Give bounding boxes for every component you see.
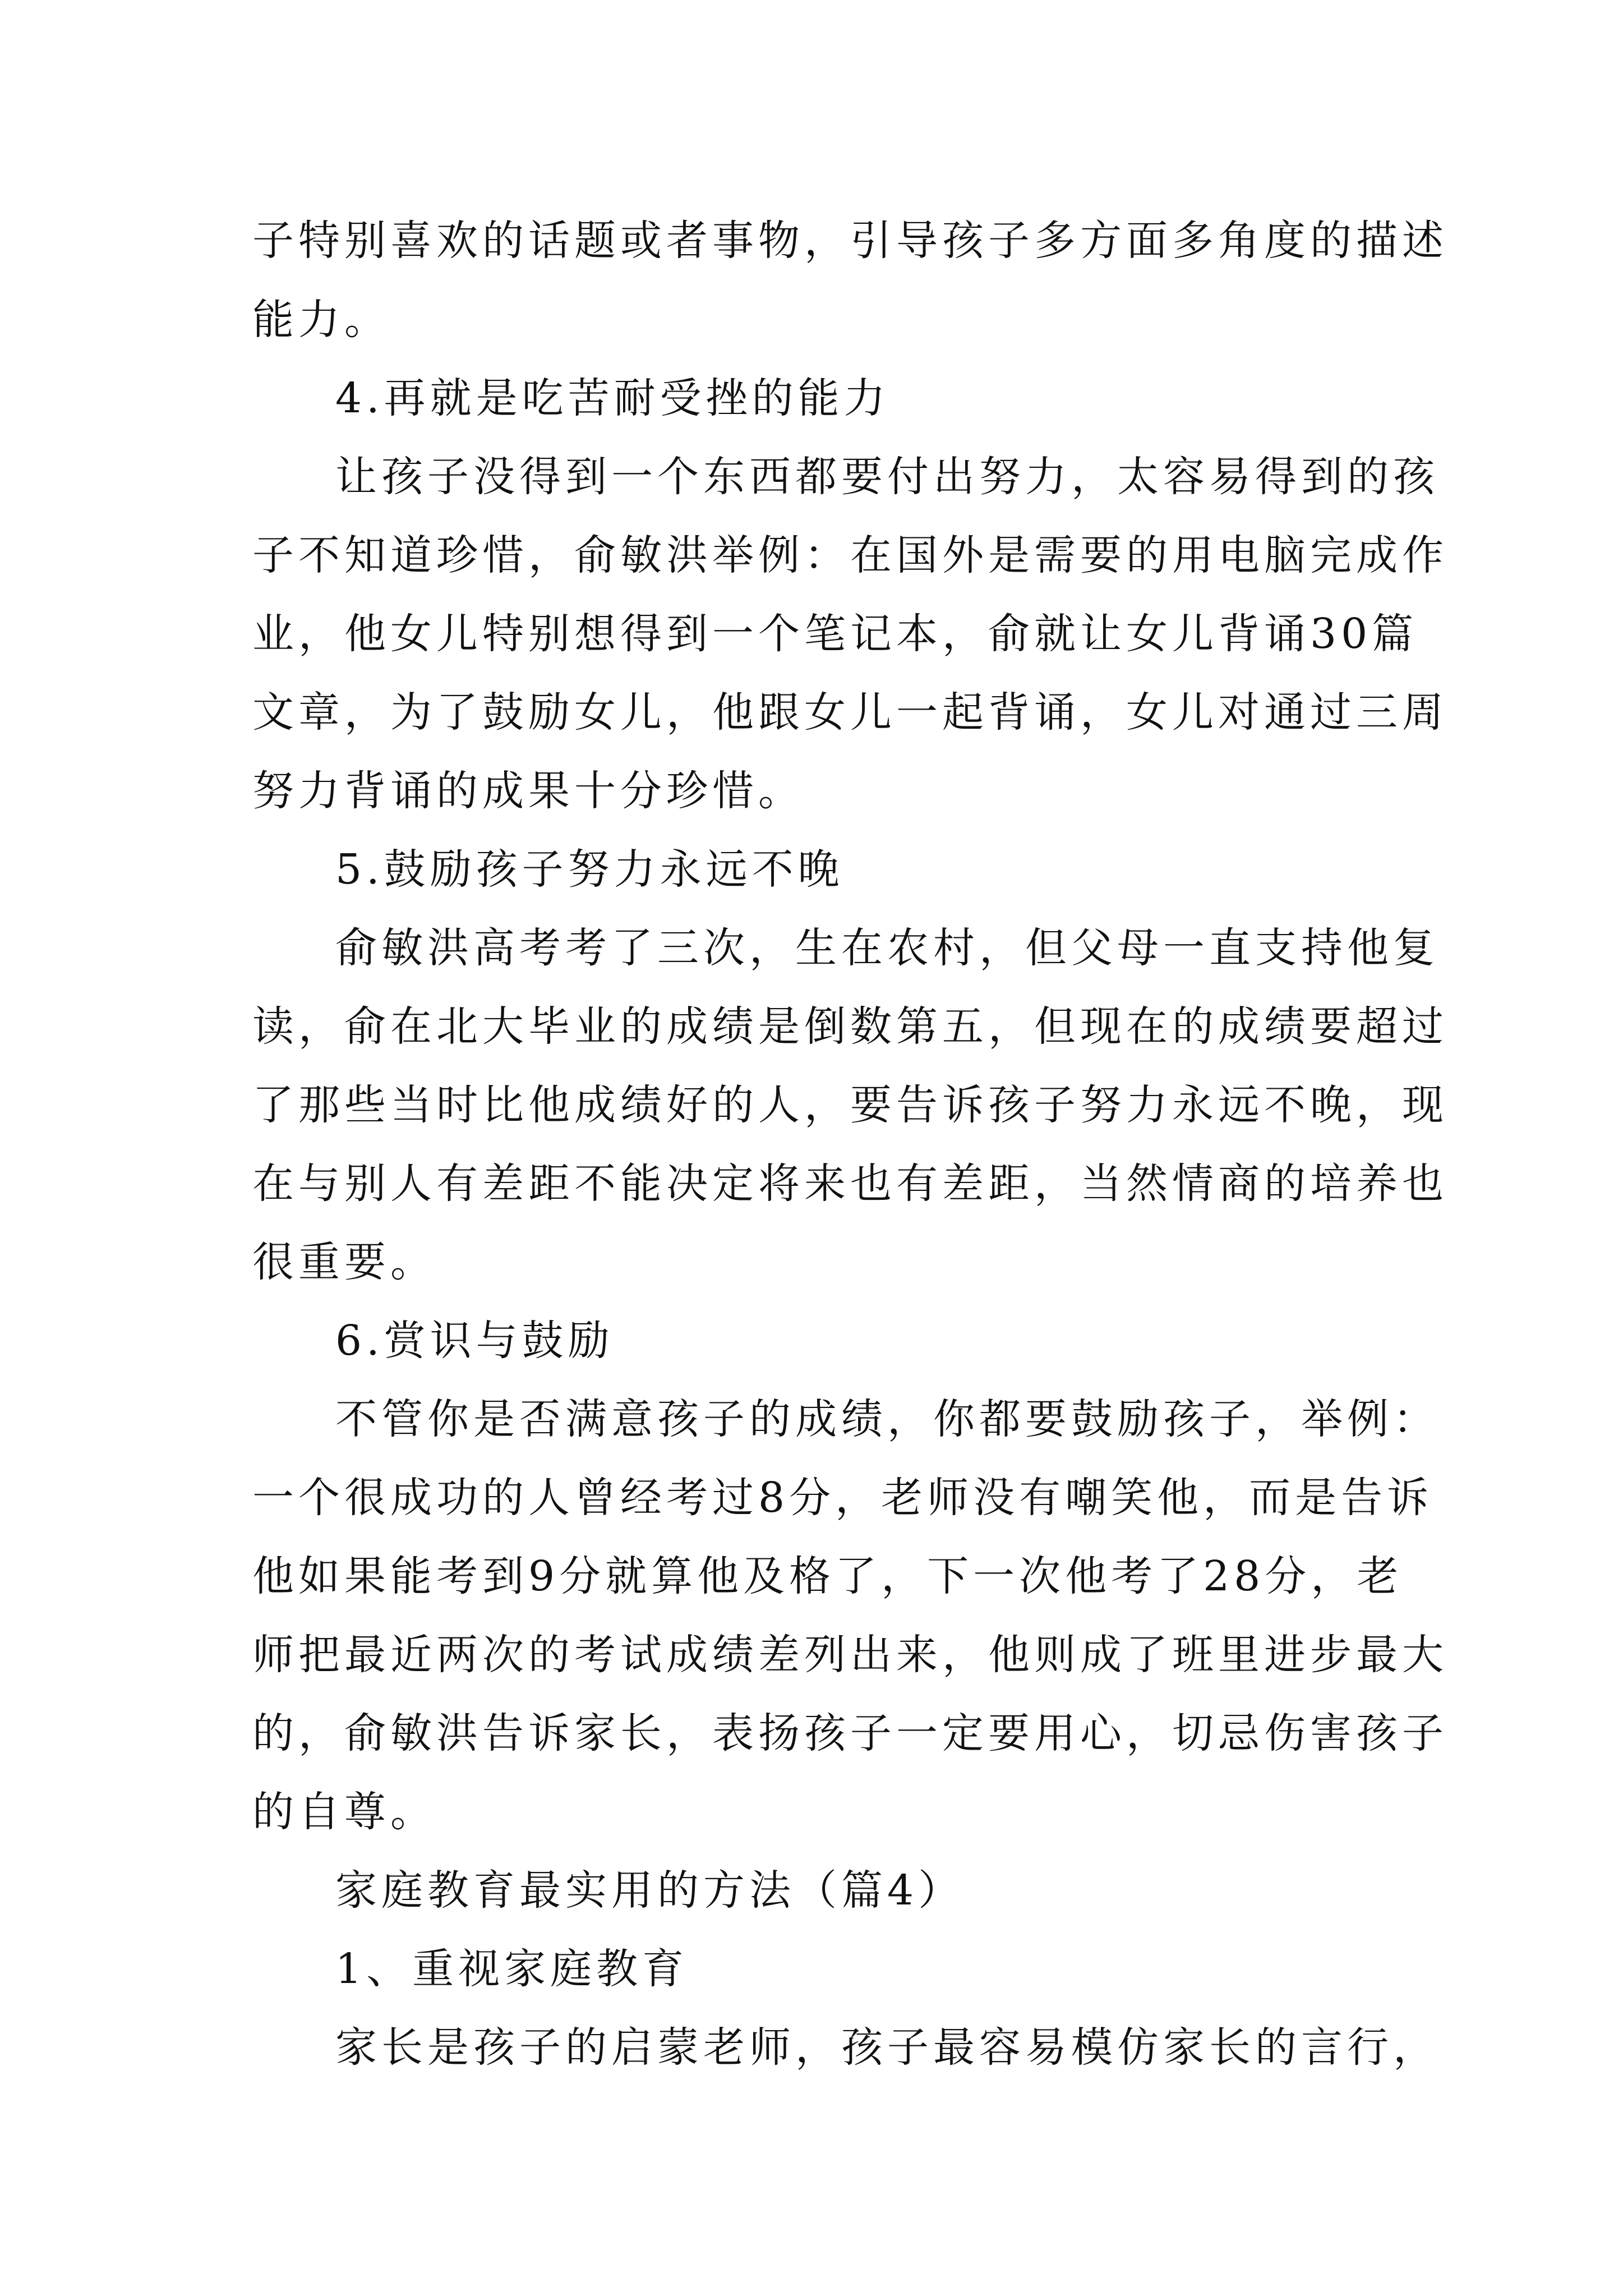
paragraph-line: 的，俞敏洪告诉家长，表扬孩子一定要用心，切忌伤害孩子 [252,1709,1448,1757]
paragraph-line: 的自尊。 [252,1788,436,1836]
paragraph-line: 他如果能考到9分就算他及格了，下一次他考了28分，老 [252,1552,1403,1600]
paragraph-line: 了那些当时比他成绩好的人，要告诉孩子努力永远不晚，现 [252,1081,1448,1129]
paragraph-line: 业，他女儿特别想得到一个笔记本，俞就让女儿背诵30篇 [252,610,1418,658]
paragraph-line: 很重要。 [252,1238,436,1286]
section-heading: 4.再就是吃苦耐受挫的能力 [335,374,890,422]
paragraph-line: 一个很成功的人曾经考过8分，老师没有嘲笑他，而是告诉 [252,1474,1433,1522]
paragraph-line: 文章，为了鼓励女儿，他跟女儿一起背诵，女儿对通过三周 [252,688,1448,737]
paragraph-line: 子不知道珍惜，俞敏洪举例：在国外是需要的用电脑完成作 [252,531,1448,579]
paragraph-line: 让孩子没得到一个东西都要付出努力，太容易得到的孩 [335,453,1439,501]
paragraph-line: 俞敏洪高考考了三次，生在农村，但父母一直支持他复 [335,924,1439,972]
paragraph-line: 家长是孩子的启蒙老师，孩子最容易模仿家长的言行， [335,2023,1439,2072]
section-heading: 5.鼓励孩子努力永远不晚 [335,845,844,894]
paragraph-line: 在与别人有差距不能决定将来也有差距，当然情商的培养也 [252,1159,1448,1208]
chapter-title: 家庭教育最实用的方法（篇4） [335,1866,965,1915]
section-heading: 1、重视家庭教育 [335,1945,689,1993]
paragraph-line: 子特别喜欢的话题或者事物，引导孩子多方面多角度的描述 [252,217,1448,265]
paragraph-line: 不管你是否满意孩子的成绩，你都要鼓励孩子，举例： [335,1395,1439,1443]
paragraph-line: 努力背诵的成果十分珍惜。 [252,767,804,815]
section-heading: 6.赏识与鼓励 [335,1317,614,1365]
paragraph-line: 师把最近两次的考试成绩差列出来，他则成了班里进步最大 [252,1631,1448,1679]
paragraph-line: 能力。 [252,296,390,344]
paragraph-line: 读，俞在北大毕业的成绩是倒数第五，但现在的成绩要超过 [252,1002,1448,1051]
